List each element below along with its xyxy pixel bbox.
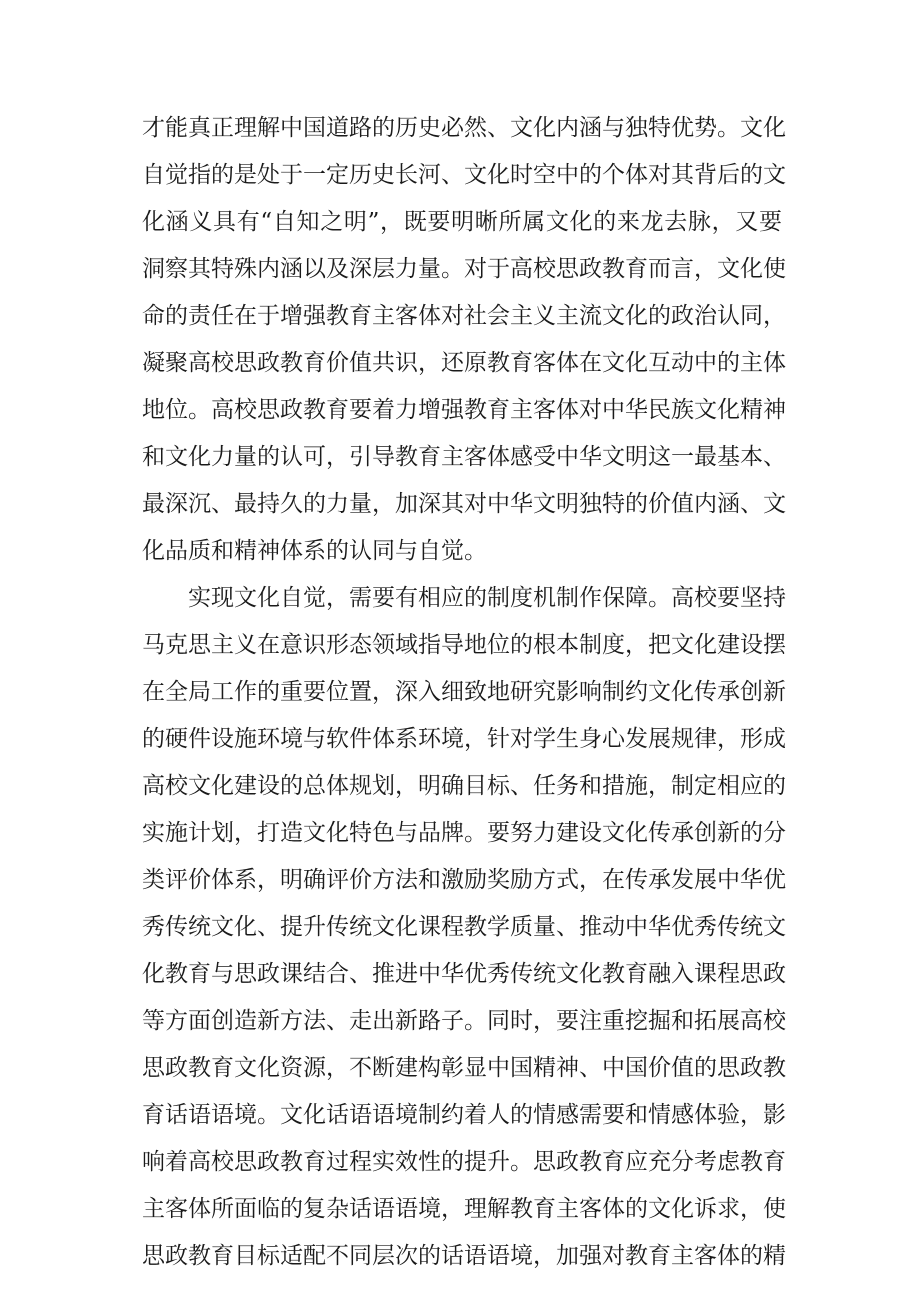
text-line: 高校文化建设的总体规划，明确目标、任务和措施，制定相应的 bbox=[142, 773, 786, 799]
text-line: 最深沉、最持久的力量，加深其对中华文明独特的价值内涵、文 bbox=[142, 491, 786, 517]
text-line: 秀传统文化、提升传统文化课程教学质量、推动中华优秀传统文 bbox=[142, 914, 786, 940]
text-line: 化教育与思政课结合、推进中华优秀传统文化教育融入课程思政 bbox=[142, 961, 786, 987]
text-line: 在全局工作的重要位置，深入细致地研究影响制约文化传承创新 bbox=[142, 679, 786, 705]
paragraph-first-line: 实现文化自觉，需要有相应的制度机制作保障。高校要坚持 bbox=[188, 585, 786, 611]
text-line: 主客体所面临的复杂话语语境，理解教育主客体的文化诉求，使 bbox=[142, 1196, 786, 1222]
text-line: 等方面创造新方法、走出新路子。同时，要注重挖掘和拓展高校 bbox=[142, 1008, 786, 1034]
text-line: 思政教育目标适配不同层次的话语语境，加强对教育主客体的精 bbox=[142, 1243, 786, 1269]
text-line: 化品质和精神体系的认同与自觉。 bbox=[142, 538, 487, 564]
text-line: 育话语语境。文化话语语境制约着人的情感需要和情感体验，影 bbox=[142, 1102, 786, 1128]
text-line: 类评价体系，明确评价方法和激励奖励方式，在传承发展中华优 bbox=[142, 867, 786, 893]
text-line: 洞察其特殊内涵以及深层力量。对于高校思政教育而言，文化使 bbox=[142, 256, 786, 282]
text-line: 马克思主义在意识形态领域指导地位的根本制度，把文化建设摆 bbox=[142, 632, 786, 658]
text-line: 地位。高校思政教育要着力增强教育主客体对中华民族文化精神 bbox=[142, 397, 786, 423]
text-line: 化涵义具有“自知之明”，既要明晰所属文化的来龙去脉，又要 bbox=[142, 209, 782, 235]
text-line: 思政教育文化资源，不断建构彰显中国精神、中国价值的思政教 bbox=[142, 1055, 786, 1081]
text-line: 才能真正理解中国道路的历史必然、文化内涵与独特优势。文化 bbox=[142, 115, 786, 141]
text-line: 和文化力量的认可，引导教育主客体感受中华文明这一最基本、 bbox=[142, 444, 786, 470]
text-line: 命的责任在于增强教育主客体对社会主义主流文化的政治认同， bbox=[142, 303, 786, 329]
text-line: 实施计划，打造文化特色与品牌。要努力建设文化传承创新的分 bbox=[142, 820, 786, 846]
text-line: 的硬件设施环境与软件体系环境，针对学生身心发展规律，形成 bbox=[142, 726, 786, 752]
text-line: 响着高校思政教育过程实效性的提升。思政教育应充分考虑教育 bbox=[142, 1149, 786, 1175]
text-line: 自觉指的是处于一定历史长河、文化时空中的个体对其背后的文 bbox=[142, 162, 786, 188]
text-line: 凝聚高校思政教育价值共识，还原教育客体在文化互动中的主体 bbox=[142, 350, 786, 376]
